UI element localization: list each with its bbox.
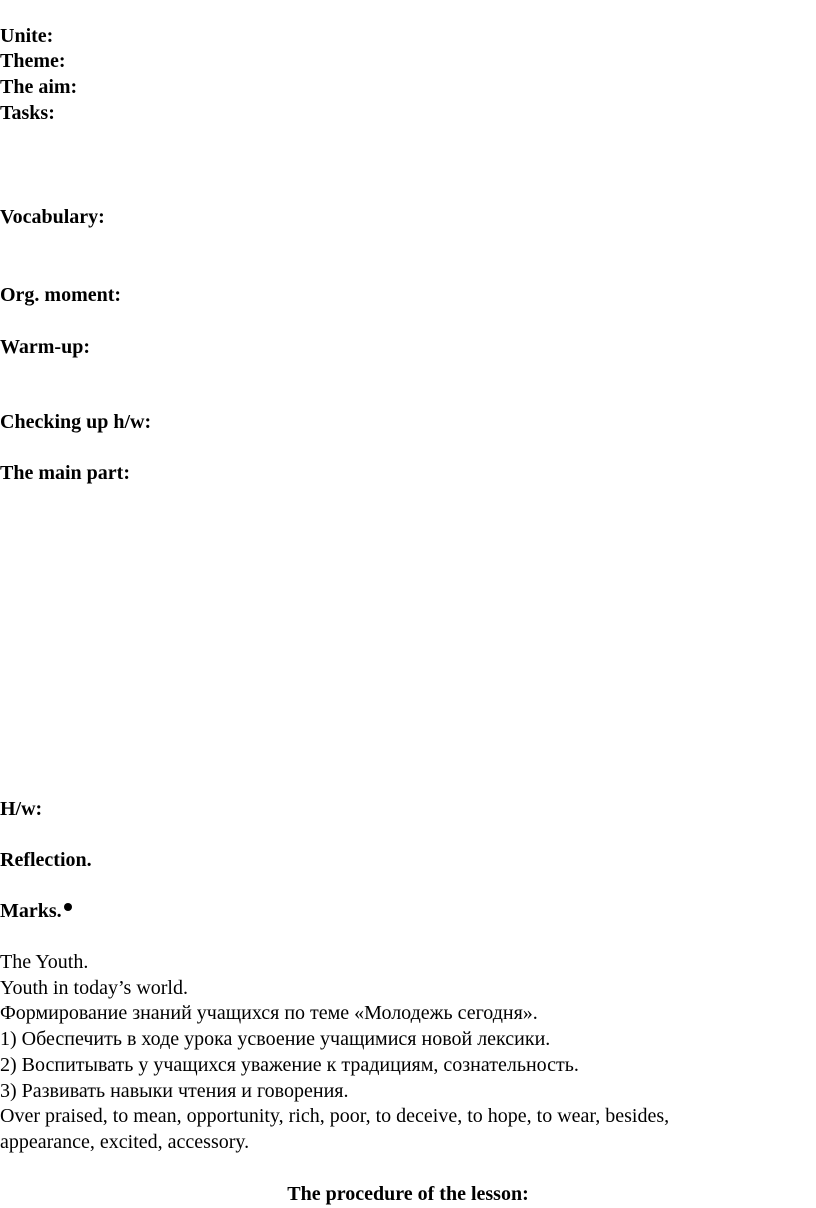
label-marks [0,899,72,924]
vocabulary-line-2: appearance, excited, accessory. [0,1131,250,1153]
label-warm-up: Warm-up: [0,336,90,358]
label-org-moment: Org. moment: [0,284,122,306]
marks-text: Marks. [0,900,62,922]
procedure-title: The procedure of the lesson: [287,1183,529,1205]
label-tasks: Tasks: [0,102,55,124]
task-item-1: 1) Обеспечить в ходе урока усвоение учащимися новой лексики. [0,1028,551,1050]
label-hw: H/w: [0,798,43,820]
unite-value: The Youth. [0,951,89,973]
aim-value: Формирование знаний учащихся по теме «Молодежь сегодня». [0,1002,538,1024]
task-item-3: 3) Развивать навыки чтения и говорения. [0,1080,349,1102]
bullet-icon [64,903,72,911]
label-reflection: Reflection. [0,849,92,871]
label-aim: The aim: [0,76,78,98]
label-checking-hw: Checking up h/w: [0,411,152,433]
label-theme: Theme: [0,50,66,72]
label-unite: Unite: [0,25,54,47]
task-item-2: 2) Воспитывать у учащихся уважение к традициям, сознательность. [0,1054,579,1076]
vocabulary-line-1: Over praised, to mean, opportunity, rich, poor, to deceive, to hope, to wear, besides, [0,1105,670,1127]
theme-value: Youth in today’s world. [0,977,188,999]
label-main-part: The main part: [0,462,130,484]
label-vocabulary: Vocabulary: [0,206,105,228]
